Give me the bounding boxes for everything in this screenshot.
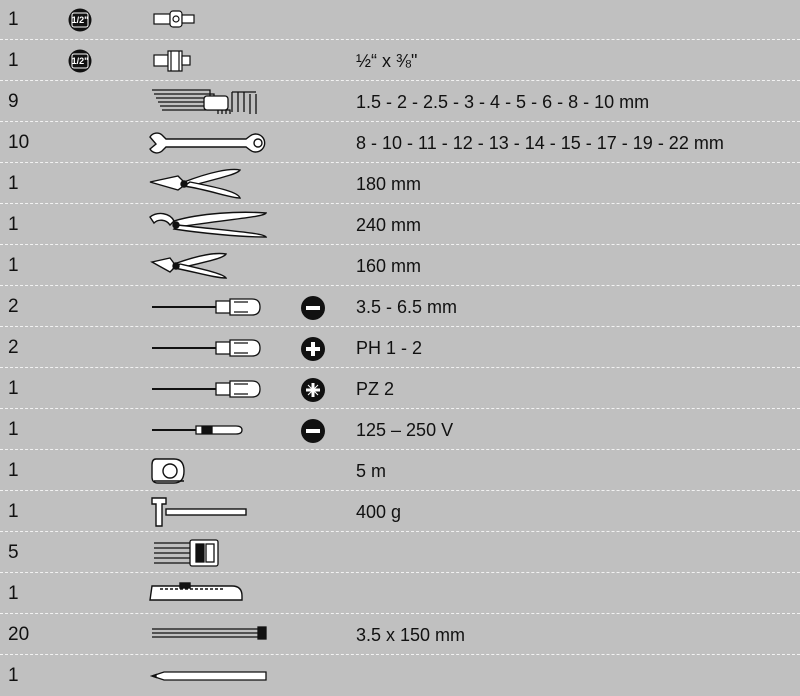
- specification: 125 – 250 V: [356, 420, 454, 440]
- drive-size-badge-icon: [68, 49, 92, 73]
- table-row: [0, 328, 800, 368]
- phillips-screwdriver-icon: [140, 330, 280, 366]
- tape-measure-icon: [140, 453, 280, 489]
- ratchet-adapter-icon: [140, 2, 280, 38]
- quantity: 1: [8, 460, 19, 481]
- pozidriv-tip-icon: [300, 377, 326, 403]
- specification: 5 m: [356, 461, 387, 481]
- specification: 1.5 - 2 - 2.5 - 3 - 4 - 5 - 6 - 8 - 10 mm: [356, 92, 650, 112]
- quantity: 1: [8, 665, 19, 686]
- table-row: [0, 123, 800, 163]
- specification: 3.5 - 6.5 mm: [356, 297, 458, 317]
- hex-key-set-icon: [140, 84, 280, 120]
- slotted-tip-icon: [300, 418, 326, 444]
- phillips-tip-icon: [300, 336, 326, 362]
- table-row: [0, 369, 800, 409]
- drive-size-badge-icon: [68, 8, 92, 32]
- quantity: 1: [8, 173, 19, 194]
- pozidriv-screwdriver-icon: [140, 371, 280, 407]
- voltage-tester-icon: [140, 412, 280, 448]
- table-row: [0, 656, 800, 696]
- table-row: [0, 246, 800, 286]
- svg-text:1/2": 1/2": [71, 15, 89, 25]
- socket-adapter-icon: [140, 43, 280, 79]
- table-row: [0, 205, 800, 245]
- table-row: [0, 0, 800, 40]
- table-row: [0, 410, 800, 450]
- hammer-icon: [140, 494, 280, 530]
- quantity: 20: [8, 624, 30, 645]
- quantity: 1: [8, 9, 19, 30]
- specification: ½“ x ⅜": [356, 51, 418, 71]
- combination-pliers-icon: [140, 166, 280, 202]
- specification: PH 1 - 2: [356, 338, 423, 358]
- pencil-icon: [140, 658, 280, 694]
- table-row: [0, 41, 800, 81]
- svg-text:1/2": 1/2": [71, 56, 89, 66]
- specification: PZ 2: [356, 379, 395, 399]
- table-row: [0, 574, 800, 614]
- quantity: 9: [8, 91, 19, 112]
- quantity: 5: [8, 542, 19, 563]
- quantity: 1: [8, 419, 19, 440]
- specification: 400 g: [356, 502, 402, 522]
- quantity: 1: [8, 378, 19, 399]
- water-pump-pliers-icon: [140, 207, 280, 243]
- quantity: 1: [8, 583, 19, 604]
- specification: 8 - 10 - 11 - 12 - 13 - 14 - 15 - 17 - 19 - 22 mm: [356, 133, 724, 153]
- table-row: [0, 451, 800, 491]
- slotted-tip-icon: [300, 295, 326, 321]
- quantity: 1: [8, 214, 19, 235]
- side-cutter-icon: [140, 248, 280, 284]
- table-row: [0, 287, 800, 327]
- specification: 3.5 x 150 mm: [356, 625, 466, 645]
- quantity: 2: [8, 337, 19, 358]
- quantity: 10: [8, 132, 30, 153]
- table-row: [0, 82, 800, 122]
- combination-wrench-icon: [140, 125, 280, 161]
- bit-set-icon: [140, 535, 280, 571]
- quantity: 2: [8, 296, 19, 317]
- quantity: 1: [8, 255, 19, 276]
- cable-ties-icon: [140, 617, 280, 653]
- table-row: [0, 533, 800, 573]
- utility-knife-icon: [140, 576, 280, 612]
- slotted-screwdriver-icon: [140, 289, 280, 325]
- table-row: [0, 164, 800, 204]
- table-row: [0, 492, 800, 532]
- specification: 180 mm: [356, 174, 422, 194]
- quantity: 1: [8, 50, 19, 71]
- quantity: 1: [8, 501, 19, 522]
- table-row: [0, 615, 800, 655]
- specification: 240 mm: [356, 215, 422, 235]
- specification: 160 mm: [356, 256, 422, 276]
